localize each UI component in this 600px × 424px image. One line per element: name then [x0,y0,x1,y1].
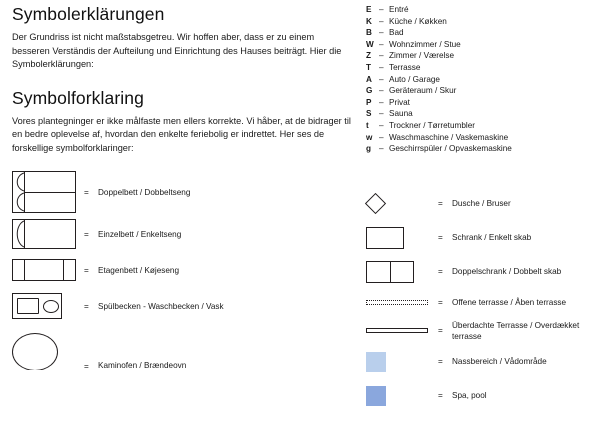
single-bed-icon [12,219,84,249]
bed-pillow-curve-bottom-icon [13,192,24,212]
abbreviation-dash: – [379,51,384,61]
abbreviation-row [366,85,594,97]
spa-pool-swatch-icon [366,386,438,406]
abbreviation-row [366,143,594,155]
abbreviation-key: A [366,74,372,84]
page-title-danish: Symbolforklaring [12,87,144,108]
shower-icon [366,196,438,211]
abbreviation-key: G [366,86,373,96]
intro-paragraph-german: Der Grundriss ist nicht maßstabsgetreu. Wir hoffen aber, dass er zu einem besseren Verständis der Aufteilung und Einrichtung des Hauses beiträgt. Hier die Symbolerklärungen: [12,32,342,69]
abbreviation-dash: – [379,39,384,49]
abbreviation-list [366,4,594,155]
abbreviation-value: Waschmaschine / Vaskemaskine [389,132,509,142]
left-column [12,4,352,371]
legend-label-wet-area: Nassbereich / Vådområde [452,357,547,367]
abbreviation-dash: – [379,120,384,130]
legend-item-bunk-bed [12,253,352,287]
page-title-german: Symbolerklärungen [12,4,165,24]
legend-item-shower [366,187,594,221]
right-column [366,4,594,413]
legend-left-list [12,169,352,371]
abbreviation-key: B [366,28,372,38]
abbreviation-row [366,27,594,39]
legend-label-double-wardrobe: Doppelschrank / Dobbelt skab [452,267,562,277]
legend-label-open-terrace: Offene terrasse / Åben terrasse [452,298,567,308]
covered-terrace-icon [366,328,438,333]
abbreviation-key: w [366,132,373,142]
abbreviation-dash: – [379,97,384,107]
abbreviation-key: S [366,109,372,119]
open-terrace-icon [366,300,438,305]
abbreviation-dash: – [379,74,384,84]
legend-item-wardrobe [366,221,594,255]
legend-equals-sign: = [438,267,443,277]
legend-item-single-bed [12,215,352,253]
legend-equals-sign: = [438,233,443,243]
abbreviation-dash: – [379,86,384,96]
abbreviation-row [366,16,594,28]
legend-label-bunk-bed: Etagenbett / Køjeseng [98,265,180,275]
abbreviation-row [366,4,594,16]
abbreviation-dash: – [379,28,384,38]
abbreviation-row [366,120,594,132]
legend-equals-sign: = [438,199,443,209]
legend-equals-sign: = [438,298,443,308]
double-wardrobe-icon [366,261,438,283]
abbreviation-key: t [366,120,369,130]
legend-equals-sign: = [84,229,89,239]
legend-item-double-bed [12,169,352,215]
legend-label-single-bed: Einzelbett / Enkeltseng [98,229,182,239]
abbreviation-key: g [366,144,372,154]
legend-label-shower: Dusche / Bruser [452,199,511,209]
abbreviation-value: Bad [389,28,404,38]
abbreviation-value: Sauna [389,109,413,119]
bed-pillow-curve-icon [13,220,24,248]
legend-label-covered-terrace: Überdachte Terrasse / Overdækket terrasse [452,320,580,341]
abbreviation-row [366,50,594,62]
legend-equals-sign: = [438,357,443,367]
legend-equals-sign: = [438,326,443,336]
abbreviation-key: P [366,97,372,107]
legend-equals-sign: = [84,187,89,197]
abbreviation-key: K [366,16,372,26]
abbreviation-dash: – [379,109,384,119]
wardrobe-icon [366,227,438,249]
legend-label-spa-pool: Spa, pool [452,391,487,401]
bed-pillow-curve-top-icon [13,172,24,192]
legend-item-wet-area [366,345,594,379]
legend-item-double-wardrobe [366,255,594,289]
abbreviation-key: Z [366,51,372,61]
abbreviation-value: Zimmer / Værelse [389,51,455,61]
abbreviation-value: Terrasse [389,62,421,72]
intro-paragraph-danish: Vores plantegninger er ikke målfaste men ellers korrekte. Vi håber, at de bidrager til en bedre oplevelse af, hvordan den enkelte feriebolig er indrettet. Her ses de forskellige symbolforklaringer: [12,115,351,153]
legend-equals-sign: = [438,391,443,401]
sink-icon [12,293,84,319]
legend-label-wardrobe: Schrank / Enkelt skab [452,233,532,243]
abbreviation-dash: – [379,16,384,26]
abbreviation-dash: – [379,62,384,72]
legend-equals-sign: = [84,301,89,311]
bunk-bed-icon [12,259,84,281]
legend-item-spa-pool [366,379,594,413]
abbreviation-value: Wohnzimmer / Stue [389,39,461,49]
legend-item-fireplace [12,325,352,371]
abbreviation-dash: – [379,132,384,142]
abbreviation-row [366,74,594,86]
abbreviation-row [366,39,594,51]
abbreviation-row [366,108,594,120]
abbreviation-value: Küche / Køkken [389,16,447,26]
legend-equals-sign: = [84,265,89,275]
legend-label-fireplace: Kaminofen / Brændeovn [98,361,187,370]
abbreviation-value: Entré [389,5,409,14]
legend-item-sink [12,287,352,325]
legend-label-sink: Spülbecken - Waschbecken / Vask [98,301,224,311]
abbreviation-value: Geräteraum / Skur [389,86,457,96]
abbreviation-value: Privat [389,97,410,107]
legend-label-double-bed: Doppelbett / Dobbeltseng [98,187,191,197]
abbreviation-row [366,132,594,144]
abbreviation-key: E [366,5,372,14]
legend-equals-sign: = [84,362,89,371]
double-bed-icon [12,171,84,213]
fireplace-icon [12,333,84,371]
abbreviation-dash: – [379,5,384,14]
legend-item-covered-terrace [366,317,594,345]
abbreviation-row [366,97,594,109]
abbreviation-value: Trockner / Tørretumbler [389,120,475,130]
abbreviation-key: W [366,39,374,49]
abbreviation-row [366,62,594,74]
legend-item-open-terrace [366,289,594,317]
abbreviation-value: Geschirrspüler / Opvaskemaskine [389,144,512,154]
legend-right-list [366,187,594,413]
abbreviation-dash: – [379,144,384,154]
abbreviation-key: T [366,62,372,72]
abbreviation-value: Auto / Garage [389,74,440,84]
wet-area-swatch-icon [366,352,438,372]
